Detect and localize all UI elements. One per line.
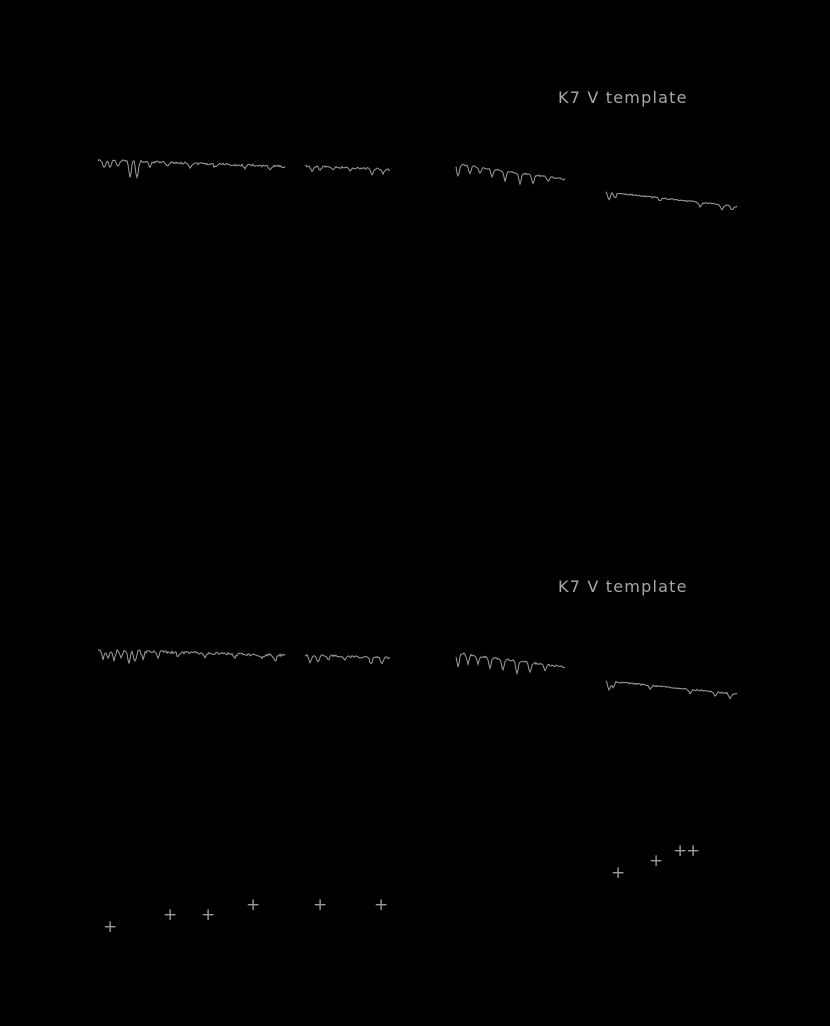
data-point-marker: + — [201, 905, 216, 925]
lower-panel-label: K7 V template — [558, 577, 688, 596]
spectrum-trace-3 — [456, 653, 565, 674]
spectrum-trace-2 — [305, 655, 390, 664]
data-point-marker: + — [163, 905, 178, 925]
data-point-marker: + — [673, 841, 688, 861]
spectrum-trace-4 — [606, 681, 737, 699]
data-point-marker: + — [246, 895, 261, 915]
data-point-marker: + — [374, 895, 389, 915]
upper-panel-label: K7 V template — [558, 88, 688, 107]
data-point-marker: + — [611, 863, 626, 883]
spectrum-trace-1 — [98, 650, 285, 664]
data-point-marker: + — [686, 841, 701, 861]
data-point-marker: + — [103, 917, 118, 937]
data-point-marker: + — [649, 851, 664, 871]
data-point-marker: + — [313, 895, 328, 915]
